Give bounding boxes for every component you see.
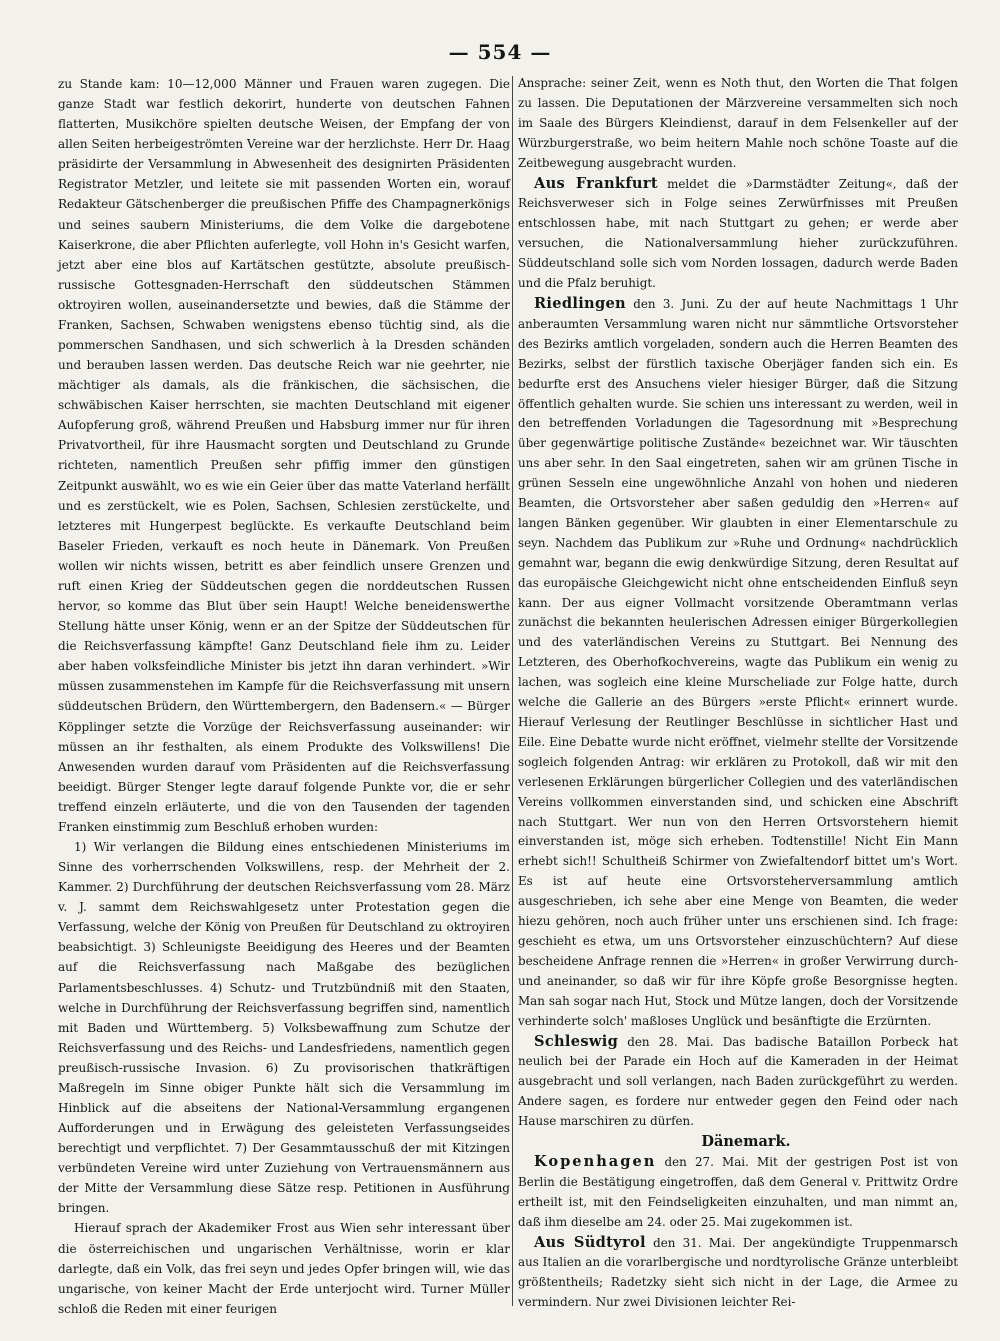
resolution-list: 1) Wir verlangen die Bildung eines entschiedenen Ministeriums im Sinne des vorherrschenden Volkswillens, resp. der Mehrheit der 2. Kammer. 2) Durchführung der deutschen Reichsverfassung vom 28. März v. J. sammt dem Reichswahlgesetz unter Protestation gegen die Verfassung, welche der König von Preußen für Deutschland zu oktroyiren beabsichtigt. 3) Schleunigste Beeidigung des Heeres und der Beamten auf die Reichsverfassung nach Maßgabe des bezüglichen Parlamentsbeschlusses. 4) Schutz- und Trutzbündniß mit den Staaten, welche in Durchführung der Reichsverfassung begriffen sind, namentlich mit Baden und Württemberg. 5) Volksbewaffnung zum Schutze der Reichsverfassung und des Reichs- und Landesfriedens, namentlich gegen preußisch-russische Invasion. 6) Zu provisorischen thatkräftigen Maßregeln im Sinne obiger Punkte hält sich die Versammlung im Hinblick auf die abseitens der National-Versammlung ergangenen Aufforderungen und in Erwägung des geleisteten Verfassungseides berechtigt und verpflichtet. 7) Der Gesammtausschuß der mit Kitzingen verbündeten Vereine wird unter Zuziehung von Vertrauensmännern aus der Mitte der Versammlung diese Sätze resp. Petitionen in Ausführung bringen. <box>58 839 510 1216</box>
article-riedlingen <box>518 294 958 1032</box>
left-column <box>58 74 510 1319</box>
article-kitzingen-end: Ansprache: seiner Zeit, wenn es Noth thut, den Worten die That folgen zu lassen. Die Deputationen der Märzvereine versammelten sich noch im Saale des Bürgers Kleindienst, darauf in dem Felsenkeller auf der Würzburgerstraße, wo beim heitern Mahle noch schöne Toaste auf die Zeitbewegung ausgebracht wurden. <box>518 76 958 170</box>
article-kitzingen-continued: zu Stande kam: 10—12,000 Männer und Frauen waren zugegen. Die ganze Stadt war festlich dekorirt, hunderte von deutschen Fahnen flatterten, Musikchöre spielten deutsche Weisen, der Empfang der von allen Seiten herbeigeströmten Vereine war der herzlichste. Herr Dr. Haag präsidirte der Versammlung in Abwesenheit des designirten Präsidenten Registrator Metzler, und leitete sie mit passenden Worten ein, worauf Redakteur Gätschenberger die preußischen Pfiffe des Champagnerkönigs und seines saubern Ministeriums, die dem Volke die dargebotene Kaiserkrone, die aber Pflichten auferlegte, voll Hohn in's Gesicht warfen, jetzt aber eine blos auf Kartätschen gestützte, absolute preußisch-russische Gottesgnaden-Herrschaft den süddeutschen Stämmen oktroyiren wollen, auseinandersetzte und bewies, daß die Stämme der Franken, Sachsen, Schwaben wenigstens ebenso tüchtig sind, als die pommerschen Sandhasen, und sich schwerlich à la Dresden schänden und berauben lassen werden. Das deutsche Reich war nie geehrter, nie mächtiger als damals, als die fränkischen, die sächsischen, die schwäbischen Kaiser herrschten, sie machten Deutschland mit eigener Aufopferung groß, während Preußen und Habsburg immer nur für ihren Privatvortheil, für ihre Hausmacht sorgten und Deutschland zu Grunde richteten, namentlich Preußen sehr pfiffig immer den günstigen Zeitpunkt auswählt, wo es wie ein Geier über das matte Vaterland herfällt und es zerstückelt, wie es Polen, Sachsen, Schlesien zerstückelte, und letzteres mit Hungerpest beglückte. Es verkaufte Deutschland beim Baseler Frieden, verkauft es noch heute in Dänemark. Von Preußen wollen wir nichts wissen, betritt es aber feindlich unsere Grenzen und ruft einen Krieg der Süddeutschen gegen die norddeutschen Russen hervor, so komme das Blut über sein Haupt! Welche beneidenswerthe Stellung hätte unser König, wenn er an der Spitze der Süddeutschen für die Reichsverfassung kämpfte! Ganz Deutschland fiele ihm zu. Leider aber haben volksfeindliche Minister bis jetzt ihn daran verhindert. »Wir müssen zusammenstehen im Kampfe für die Reichsverfassung mit unsern süddeutschen Brüdern, den Württembergern, den Badensern.« — Bürger Köpplinger setzte die Vorzüge der Reichsverfassung auseinander: wir müssen an ihr festhalten, als einem Produkte des Volkswillens! Die Anwesenden wurden darauf vom Präsidenten auf die Reichsverfassung beeidigt. Bürger Stenger legte darauf folgende Punkte vor, die er sehr treffend einzeln erläuterte, und die von den Tausenden der tagenden Franken einstimmig zum Beschluß erhoben wurden: <box>58 77 510 834</box>
dateline-frankfurt: Aus Frankfurt <box>534 174 658 192</box>
article-schleswig-text: den 28. Mai. Das badische Bataillon Porbeck hat neulich bei der Parade ein Hoch auf die Kameraden in der Heimat ausgebracht und soll verlangen, nach Baden zurückgeführt zu werden. Andere sagen, es fordere nur entweder gegen den Feind oder nach Hause marschiren zu dürfen. <box>518 1034 958 1129</box>
dateline-riedlingen: Riedlingen <box>534 294 626 312</box>
dateline-schleswig: Schleswig <box>534 1032 619 1050</box>
article-riedlingen-text: den 3. Juni. Zu der auf heute Nachmittags 1 Uhr anberaumten Versammlung waren nicht nur sämmtliche Ortsvorsteher des Bezirks amtlich vorgeladen, sondern auch die Herren Beamten des Bezirks, selbst der fürstlich taxische Oberjäger fanden sich ein. Es bedurfte erst des Ansuchens vieler hiesiger Bürger, daß die Sitzung öffentlich gehalten wurde. Sie schien uns interessant zu werden, weil in den betreffenden Vorladungen die Tagesordnung mit »Besprechung über gegenwärtige politische Zustände« bezeichnet war. Wir täuschten uns aber sehr. In den Saal eingetreten, sahen wir am grünen Tische in grünen Sesseln eine ungewöhnliche Anzahl von hohen und niederen Beamten, die Ortsvorsteher aber saßen geduldig den »Herren« auf langen Bänken gegenüber. Wir glaubten in einer Elementarschule zu seyn. Nachdem das Publikum zur »Ruhe und Ordnung« nachdrücklich gemahnt war, begann die ewig denkwürdige Sitzung, deren Resultat auf das europäische Gleichgewicht nicht ohne entscheidenden Einfluß seyn kann. Der aus eigner Vollmacht vorsitzende Oberamtmann verlas zunächst die bekannten heulerischen Adressen einiger Bürgerkollegien und des vaterländischen Vereins zu Stuttgart. Bei Nennung des Letzteren, des Oberhofkochvereins, wagte das Publikum ein wenig zu lachen, was sogleich eine kleine Murscheliade zur Folge hatte, durch welche die Gallerie an des Bürgers »erste Pflicht« erinnert wurde. Hierauf Verlesung der Reutlinger Beschlüsse in sichtlicher Hast und Eile. Eine Debatte wurde nicht eröffnet, vielmehr stellte der Vorsitzende sogleich folgenden Antrag: wir erklären zu Protokoll, daß wir mit den verlesenen Erklärungen bürgerlicher Collegien und des vaterländischen Vereins vollkommen einverstanden sind, und schicken eine Abschrift nach Stuttgart. Wer nun von den Herren Ortsvorstehern hiemit einverstanden ist, möge sich erheben. Todtenstille! Nicht Ein Mann erhebt sich!! Schultheiß Schirmer von Zwiefaltendorf bittet um's Wort. Es ist auf heute eine Ortsvorsteherversammlung amtlich ausgeschrieben, ich sehe aber eine Menge von Beamten, die weder hiezu gehören, noch auch früher unter uns erschienen sind. Ich frage: geschieht es etwa, um uns Ortsvorsteher einzuschüchtern? Auf diese bescheidene Anfrage rennen die »Herren« in großer Verwirrung durch- und aneinander, so daß wir für ihre Köpfe große Besorgnisse hegten. Man sah sogar nach Hut, Stock und Mütze langen, doch der Vorsitzende verhinderte solch' maßloses Unglück und besänftigte die Erzürnten. <box>518 296 958 1028</box>
article-schleswig <box>518 1032 958 1133</box>
page-number: — 554 — <box>448 40 552 64</box>
dateline-suedtyrol: Aus Südtyrol <box>534 1233 646 1251</box>
article-kopenhagen-text: den 27. Mai. Mit der gestrigen Post ist von Berlin die Bestätigung eingetroffen, daß dem General v. Prittwitz Ordre ertheilt ist, mit den Feindseligkeiten einzuhalten, und man nimmt an, daß ihm dieselbe am 24. oder 25. Mai zugekommen ist. <box>518 1154 958 1229</box>
article-suedtyrol <box>518 1233 958 1314</box>
article-frankfurt-text: meldet die »Darmstädter Zeitung«, daß der Reichsverweser sich in Folge seines Zerwürfnisses mit Preußen entschlossen habe, mit nach Stuttgart zu gehen; er werde aber versuchen, die Nationalversammlung hieher zurückzuführen. Süddeutschland solle sich vom Norden lossagen, dadurch werde Baden und die Pfalz beruhigt. <box>518 176 958 291</box>
article-suedtyrol-text: den 31. Mai. Der angekündigte Truppenmarsch aus Italien an die vorarlbergische und nordtyrolische Gränze unterbleibt größtentheils; Radetzky sieht sich nicht in der Lage, die Armee zu vermindern. Nur zwei Divisionen leichter Rei- <box>518 1235 959 1310</box>
dateline-kopenhagen: Kopenhagen <box>534 1152 657 1170</box>
section-heading-daenemark: Dänemark. <box>701 1133 791 1151</box>
column-divider <box>512 76 513 1306</box>
article-paragraph-frost: Hierauf sprach der Akademiker Frost aus Wien sehr interessant über die österreichischen und ungarischen Verhältnisse, worin er klar darlegte, daß ein Volk, das frei seyn und jedes Opfer bringen will, wie das ungarische, von keiner Macht der Erde unterjocht wird. Turner Müller schloß die Reden mit einer feurigen <box>58 1221 510 1316</box>
article-kopenhagen <box>518 1152 958 1233</box>
right-column <box>518 74 958 1313</box>
article-frankfurt <box>518 174 958 294</box>
